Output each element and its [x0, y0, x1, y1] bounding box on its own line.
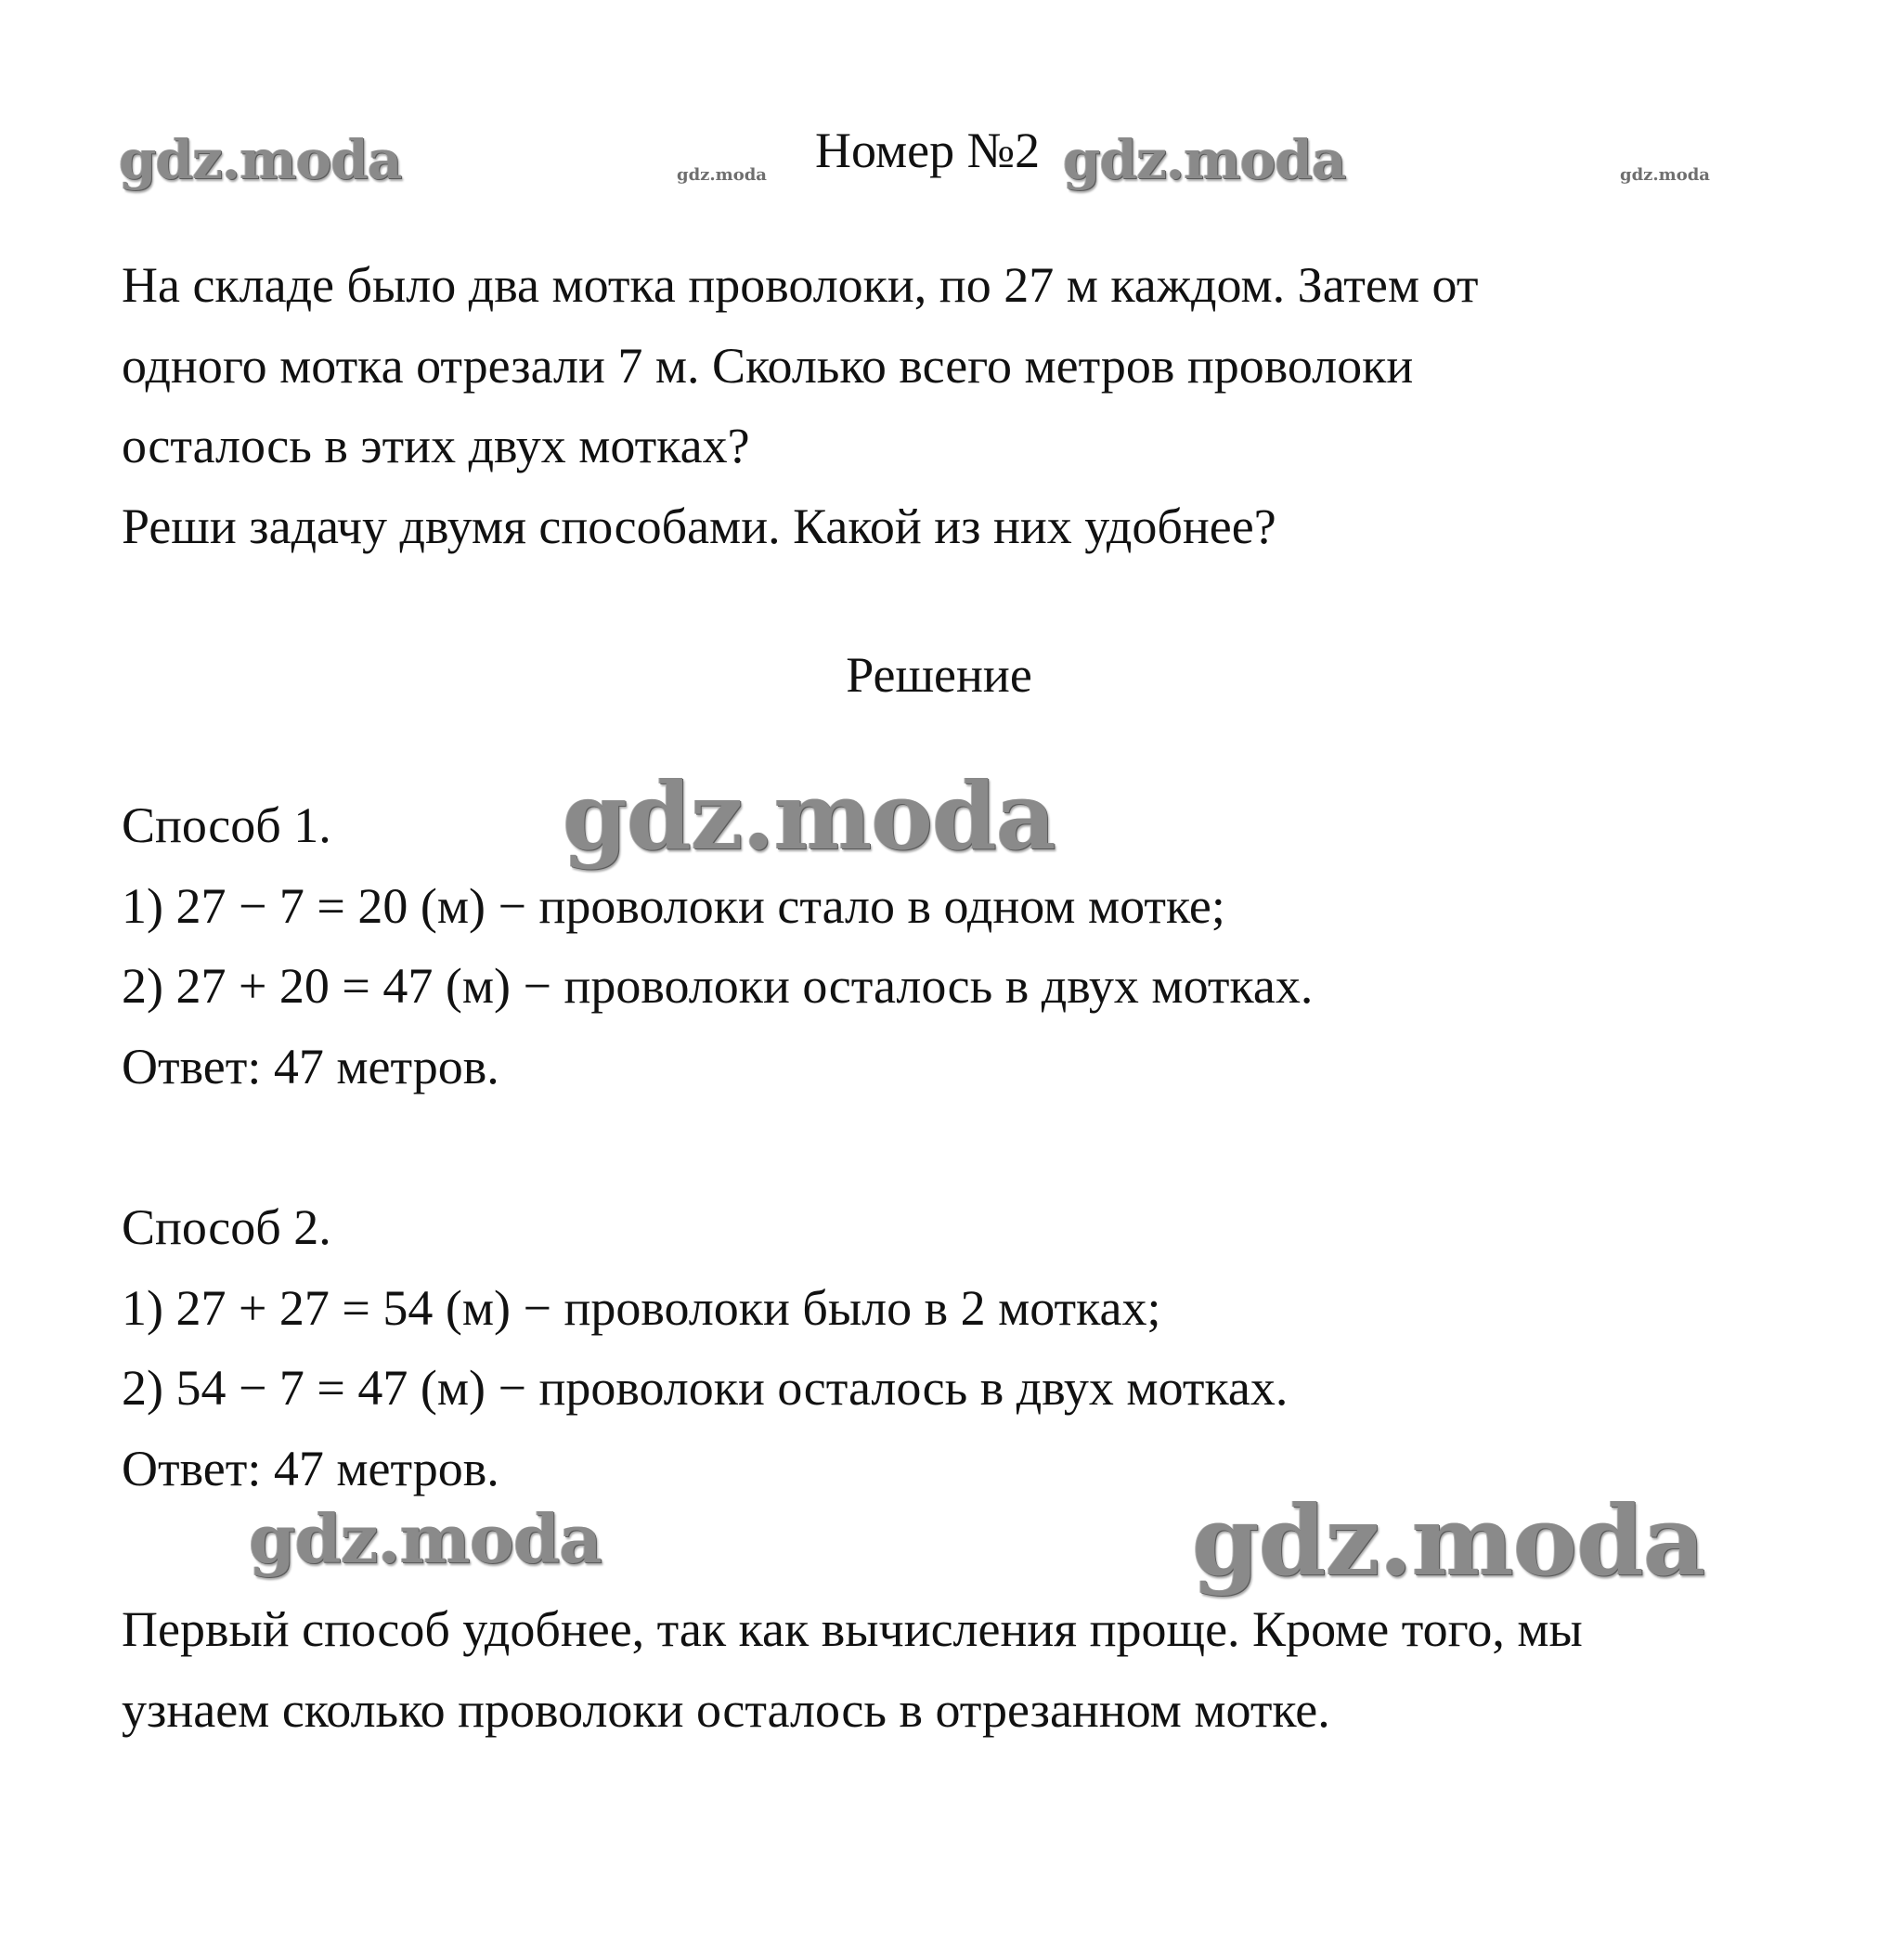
- page-title: Номер №2: [815, 123, 1041, 178]
- conclusion-line-1: Первый способ удобнее, так как вычисления проще. Кроме того, мы: [122, 1601, 1583, 1657]
- watermark-logo-top-center: gdz.moda: [1063, 128, 1346, 191]
- method2-step1: 1) 27 + 27 = 54 (м) − проволоки было в 2 мотках;: [122, 1280, 1161, 1336]
- problem-line-3: осталось в этих двух мотках?: [122, 418, 750, 473]
- problem-line-2: одного мотка отрезали 7 м. Сколько всего метров проволоки: [122, 338, 1414, 394]
- method1-title: Способ 1.: [122, 797, 331, 853]
- conclusion-line-2: узнаем сколько проволоки осталось в отрезанном мотке.: [122, 1682, 1330, 1738]
- watermark-logo-bottom-left: gdz.moda: [249, 1499, 602, 1578]
- method1-step1: 1) 27 − 7 = 20 (м) − проволоки стало в одном мотке;: [122, 878, 1225, 934]
- method1-step2: 2) 27 + 20 = 47 (м) − проволоки осталось в двух мотках.: [122, 958, 1314, 1014]
- problem-line-4: Реши задачу двумя способами. Какой из них удобнее?: [122, 498, 1276, 554]
- problem-line-1: На складе было два мотка проволоки, по 27 м каждом. Затем от: [122, 257, 1479, 313]
- method2-step2: 2) 54 − 7 = 47 (м) − проволоки осталось в двух мотках.: [122, 1360, 1289, 1416]
- watermark-logo-small-right: gdz.moda: [1620, 165, 1710, 185]
- watermark-logo-top-left: gdz.moda: [119, 128, 402, 191]
- solution-heading: Решение: [846, 647, 1032, 703]
- method2-title: Способ 2.: [122, 1199, 331, 1255]
- method2-answer: Ответ: 47 метров.: [122, 1441, 499, 1496]
- watermark-logo-small-center: gdz.moda: [677, 165, 767, 185]
- method1-answer: Ответ: 47 метров.: [122, 1039, 499, 1094]
- watermark-logo-mid: gdz.moda: [563, 761, 1056, 871]
- watermark-logo-bottom-right: gdz.moda: [1192, 1483, 1705, 1598]
